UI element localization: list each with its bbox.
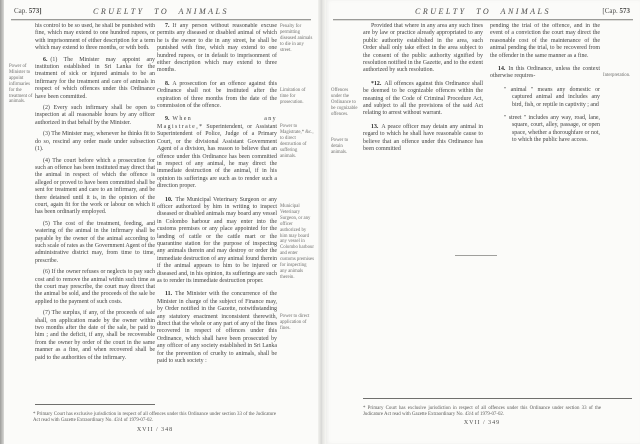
- header-rule: [11, 19, 311, 20]
- paragraph-text: his control to be so used, he shall be punished with fine, which may extend to one hundred rupees, or with imprisonment of either description for a term which may extend to three months, or with both.: [35, 23, 155, 52]
- paragraph-text: All offences against this Ordinance shall be deemed to be cognizable offences within the meaning of the Code of Criminal Procedure Act, and subject to all the provisions of the said Act relating to arrest without warrant.: [363, 80, 483, 117]
- chapter-label: Cap.: [14, 7, 28, 15]
- statute-paragraph: [363, 124, 483, 154]
- section-number: 14.: [498, 66, 506, 73]
- statute-paragraph: [490, 23, 600, 60]
- header-rule: [333, 19, 633, 20]
- statute-paragraph: [157, 197, 277, 286]
- statute-paragraph: [157, 23, 277, 75]
- statute-paragraph: [157, 291, 277, 365]
- body-column-2: [490, 23, 600, 403]
- paragraph-text: (3) The Minister may, whenever he thinks fit to do so, rescind any order made under subsection (1).: [35, 131, 155, 153]
- paragraph-text: If any person without reasonable excuse permits any diseased or disabled animal of which he is the owner to die in any street, he shall be punished with fine, which may extend to one hundred rupees, or in default to imprisonment of either description which may extend to three months.: [157, 23, 277, 74]
- margin-note: Interpretation.: [603, 73, 631, 78]
- section-number: 13.: [371, 123, 379, 130]
- section-number: 7.: [165, 23, 170, 29]
- statute-paragraph: [35, 158, 155, 217]
- paragraph-text: (6) If the owner refuses or neglects to pay such cost and to remove the animal within such time as the court may prescribe, the court may direct that the animal be sold, and the proceeds of the sale be applied to the payment of such costs.: [35, 269, 155, 305]
- margin-note: Municipal Veterinary Surgeon, or any officer authorized by him may board any vessel in Colombo harbour and enter customs premises for inspecting any animals therein.: [280, 204, 314, 280]
- paragraph-text: The Municipal Veterinary Surgeon or any officer authorized by him in writing to inspect diseased or disabled animals may board any vessel in Colombo harbour and may enter into the customs premises or any place appointed for the landing of cattle or the cattle mart or the quarantine station for the purpose of inspecting any animals therein and may destroy or order the immediate destruction of any animal found therein if the animal appears to him to be injured or diseased and, in his opinion, its sufferings are such as to render its immediate destruction proper.: [157, 196, 277, 284]
- paragraph-text: pending the trial of the offence, and in the event of a conviction the court may direct the reasonable cost of the maintenance of the animal pending the trial, to be recovered from the offender in the same manner as a fine.: [490, 23, 600, 59]
- chapter-reference: [602, 7, 630, 15]
- chapter-label: [Cap.: [602, 7, 618, 15]
- running-title: CRUELTY TO ANIMALS: [93, 7, 229, 16]
- statute-paragraph: [363, 23, 483, 75]
- section-number: *12.: [371, 80, 382, 87]
- margin-note: Power to Magistrate,* &c., to direct destruction of suffering animals.: [280, 124, 314, 159]
- footnote: * Primary Court has exclusive jurisdiction in respect of all offences under this Ordinance under section 33 of the Judicature Act read with Gazette Extraordinary No. 43/4 of 1979-07-02.: [363, 405, 601, 418]
- margin-note: Power of Minister to appoint infirmaries for the treatment of animals.: [9, 64, 33, 105]
- paragraph-text: (2) Every such infirmary shall be open to inspection at all reasonable hours by any officer authorized in that behalf by the Minister.: [35, 105, 155, 126]
- statute-paragraph: [363, 81, 483, 118]
- paragraph-text: (5) The cost of the treatment, feeding, and watering of the animal in the infirmary shall be payable by the owner of the animal according to such scale of rates as the Government Agent of the administrative district may, from time to time, prescribe.: [35, 220, 155, 264]
- section-number: 9.: [165, 116, 170, 123]
- chapter-number: 573: [619, 7, 630, 15]
- body-column-1: [363, 23, 483, 403]
- spaced-phrase: When any Magistrate,*: [157, 116, 277, 130]
- paragraph-text: The Minister with the concurrence of the Minister in charge of the subject of Finance may, by Order notified in the Gazette, notwithstanding any statutory enactment inconsistent therewith, direct that the whole or any part of any of the fines recovered in respect of offences under this Ordinance, which shall have been prosecuted by any officer of any society established in Sri Lanka for the prevention of cruelty to animals, shall be paid to such society :: [157, 291, 277, 365]
- paragraph-text: " animal " means any domestic or captured animal and includes any bird, fish, or reptile in captivity ; and: [504, 86, 600, 108]
- page-number: XVII / 348: [136, 427, 174, 433]
- statute-paragraph: [35, 131, 155, 153]
- section-number: 6.: [43, 56, 48, 63]
- definition-paragraph: [490, 87, 600, 109]
- statute-paragraph: [35, 105, 155, 127]
- right-page-header: [326, 7, 640, 19]
- running-title: CRUELTY TO ANIMALS: [415, 7, 551, 16]
- margin-note: Limitation of time for prosecution.: [280, 88, 306, 105]
- paragraph-text: A peace officer may detain any animal in regard to which he shall have reasonable cause to believe that an offence under this Ordinance has been committed: [363, 123, 483, 153]
- right-page: [326, 0, 640, 444]
- left-page-header: [4, 7, 318, 19]
- page-number: XVII / 349: [463, 420, 501, 426]
- section-divider: [455, 255, 497, 256]
- statute-paragraph: [157, 116, 277, 190]
- left-page: [4, 0, 318, 444]
- statute-paragraph: [490, 66, 600, 81]
- margin-note: Offences under the Ordinance to be cognizable offences.: [331, 88, 358, 117]
- paragraph-text: " street " includes any way, road, lane, square, court, alley, passage, or open space, whether a thoroughfare or not, to which the public have access.: [504, 115, 600, 144]
- statute-paragraph: [35, 221, 155, 265]
- statute-paragraph: [35, 310, 155, 362]
- margin-note: Power to direct application of fines.: [280, 314, 310, 331]
- body-column-1: [35, 23, 155, 403]
- footnote: * Primary Court has exclusive jurisdiction in respect of all offences under this Ordinance under section 33 of the Judicature Act read with Gazette Extraordinary No. 43/4 of 1979-07-02.: [33, 411, 276, 424]
- paragraph-text: A prosecution for an offence against this Ordinance shall not be instituted after the expiration of three months from the date of the commission of the offence.: [157, 80, 277, 110]
- body-column-2: [157, 23, 277, 405]
- footnote-rule: [363, 398, 632, 399]
- paragraph-text: (1) The Minister may appoint any institution established in Sri Lanka for the treatment of sick or injured animals to be an infirmary for the treatment and care of animals in respect of which offences under this Ordinance have been committed.: [35, 56, 155, 100]
- margin-note: Power to detain animals.: [331, 138, 349, 155]
- chapter-number: 573]: [28, 7, 42, 15]
- page-gutter: [318, 0, 326, 444]
- paragraph-text: Superintendent, or Assistant Superintendent of Police, Judge of a Primary Court, or the divisional Assistant Government Agent of a division, has reason to believe that an offence under this Ordinance has been committed in respect of any animal, he may direct the immediate destruction of the animal, if in his opinion its sufferings are such as to render such a direction proper.: [157, 123, 277, 190]
- paragraph-text: Provided that where in any area any such fines are by law or practice already appropriated to any public authority established in the area, such Order shall only take effect in the area subject to the consent of the public authority signified by resolution notified in the Gazette, and to the extent authorized by such resolution.: [363, 23, 483, 74]
- margin-note: Penalty for permitting diseased animals to die in any street.: [280, 24, 313, 53]
- statute-paragraph: [157, 81, 277, 111]
- footnote-rule: [35, 404, 155, 405]
- paragraph-text: (7) The surplus, if any, of the proceeds of sale shall, on application made by the owner within two months after the date of the sale, be paid to him ; and the deficit, if any, shall be recoverable from the owner by order of the court in the same manner as a fine, and when recovered shall be paid to the authorities of the infirmary.: [35, 310, 155, 361]
- paragraph-text: In this Ordinance, unless the context otherwise requires-: [490, 66, 600, 80]
- section-number: 10.: [165, 196, 173, 203]
- definition-paragraph: [490, 115, 600, 145]
- statute-paragraph: [35, 57, 155, 101]
- section-number: 8.: [165, 80, 170, 87]
- statute-paragraph: [35, 23, 155, 53]
- section-number: 11.: [165, 291, 173, 298]
- paragraph-text: (4) The court before which a prosecution for such an offence has been instituted may direct that the animal in respect of which the offence is alleged or proved to have been committed shall be sent for treatment and care to an infirmary, and be there detained until it is, in the opinion of the court, again fit for the work or labour on which it has been ordinarily employed.: [35, 157, 155, 216]
- statute-paragraph: [35, 269, 155, 306]
